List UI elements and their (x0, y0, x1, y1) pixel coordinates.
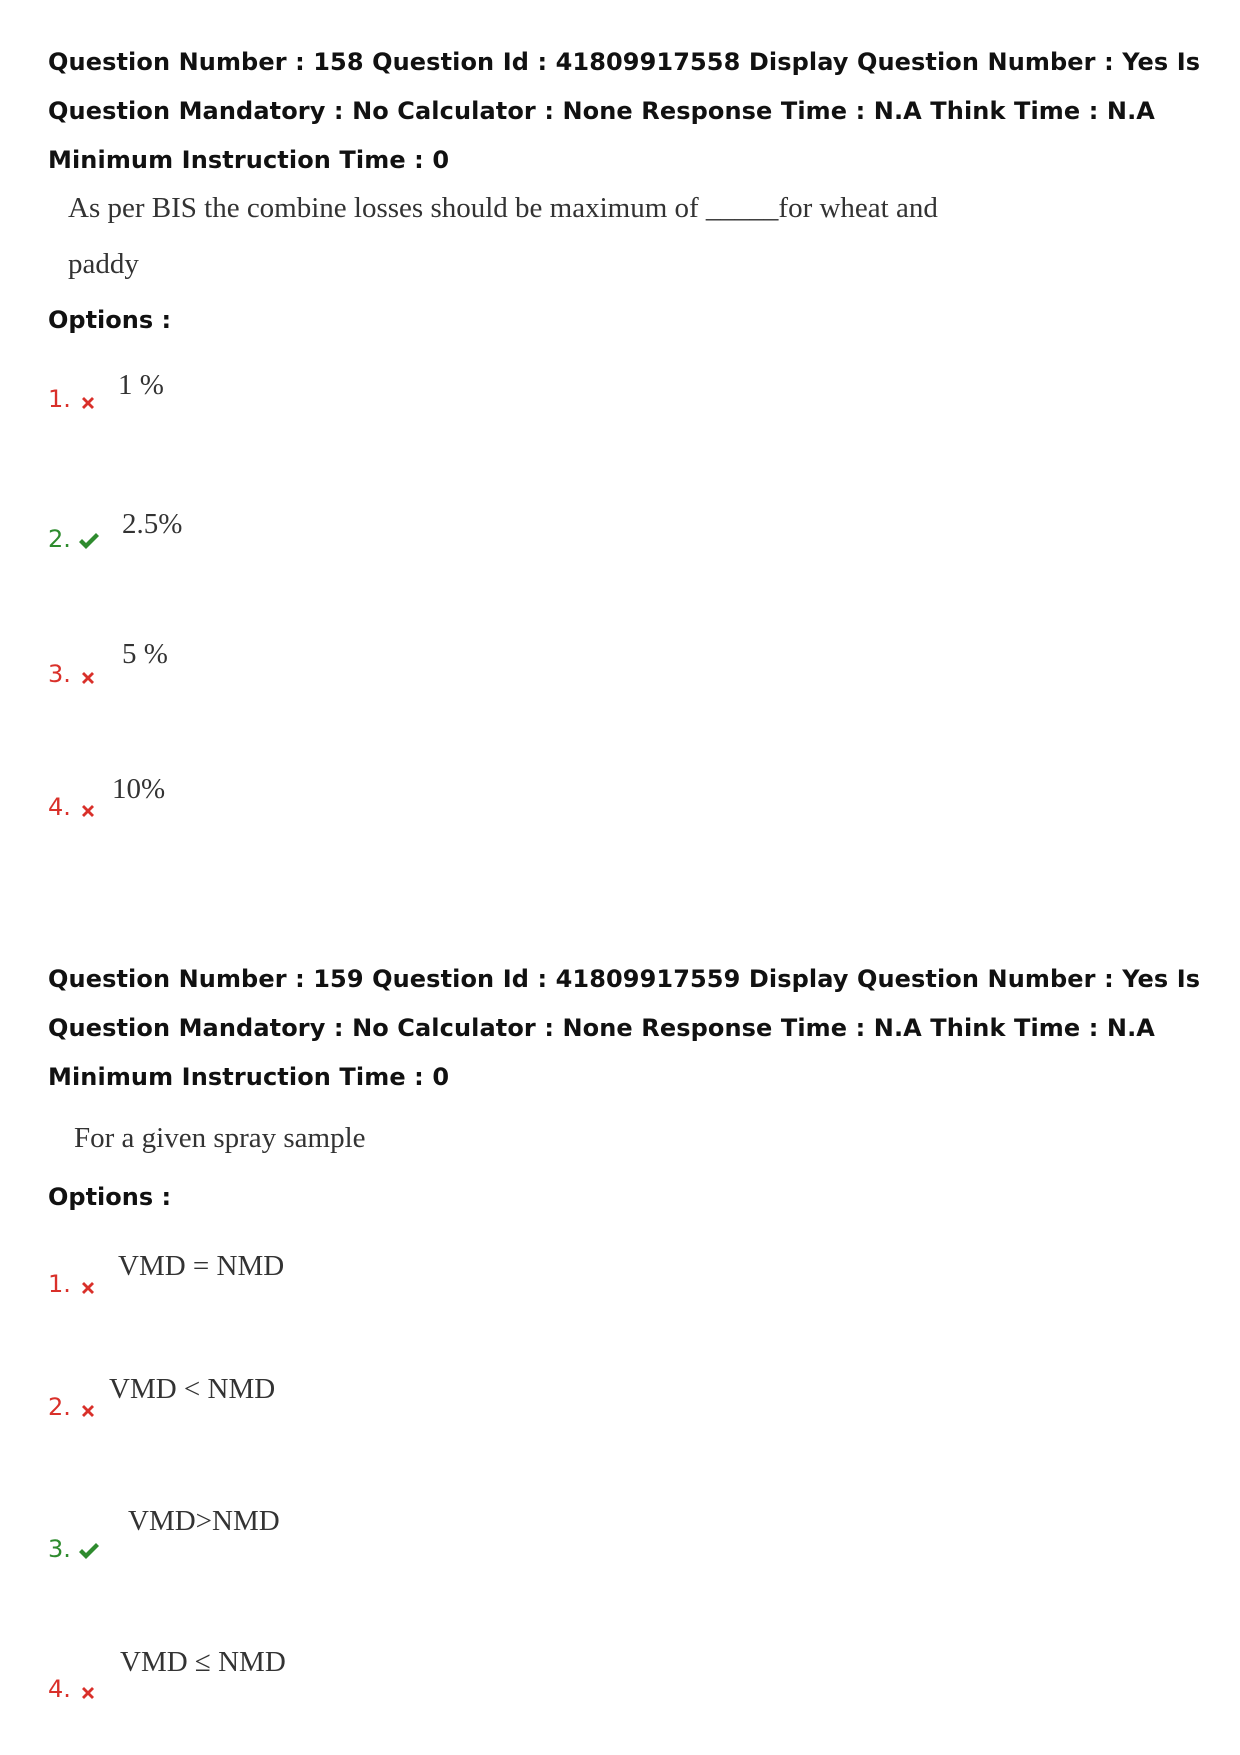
option-item[interactable] (48, 1646, 648, 1735)
cross-mark-icon (78, 1401, 98, 1421)
option-number: 1. (48, 385, 71, 413)
option-number: 3. (48, 1535, 71, 1563)
option-value: VMD ≤ NMD (120, 1646, 286, 1678)
option-item[interactable] (48, 638, 648, 720)
option-number: 2. (48, 525, 71, 553)
option-number: 2. (48, 1393, 71, 1421)
options-label: Options : (48, 1183, 172, 1211)
option-number: 4. (48, 1675, 71, 1703)
option-item[interactable] (48, 369, 648, 445)
cross-mark-icon (78, 1683, 98, 1703)
option-value: VMD < NMD (109, 1373, 276, 1405)
option-number: 1. (48, 1270, 71, 1298)
question-header: Question Number : 158 Question Id : 41809917558 Display Question Number : Yes Is Question Mandatory : No Calculator : None Response Time : N.A Think Time : N.A Minimum Instruction Time : 0 (48, 48, 1201, 174)
option-item[interactable] (48, 773, 648, 853)
option-value: VMD = NMD (118, 1250, 285, 1282)
question-text: For a given spray sample (74, 1122, 366, 1154)
cross-mark-icon (78, 1278, 98, 1298)
option-value: 5 % (122, 638, 168, 670)
question-text: As per BIS the combine losses should be maximum of _____for wheat and (68, 192, 938, 224)
question-header: Question Number : 159 Question Id : 41809917559 Display Question Number : Yes Is Question Mandatory : No Calculator : None Response Time : N.A Think Time : N.A Minimum Instruction Time : 0 (48, 965, 1201, 1091)
cross-mark-icon (78, 668, 98, 688)
option-number: 4. (48, 793, 71, 821)
check-mark-icon (77, 531, 101, 551)
option-item[interactable] (48, 1373, 648, 1453)
option-item[interactable] (48, 1505, 648, 1595)
option-number: 3. (48, 660, 71, 688)
question-text-continued: paddy (68, 248, 139, 280)
option-item[interactable] (48, 1250, 648, 1330)
option-value: 2.5% (122, 508, 183, 540)
option-item[interactable] (48, 508, 648, 585)
cross-mark-icon (78, 801, 98, 821)
option-value: VMD>NMD (128, 1505, 280, 1537)
options-label: Options : (48, 306, 172, 334)
cross-mark-icon (78, 393, 98, 413)
option-value: 1 % (118, 369, 164, 401)
check-mark-icon (77, 1541, 101, 1561)
option-value: 10% (112, 773, 166, 805)
